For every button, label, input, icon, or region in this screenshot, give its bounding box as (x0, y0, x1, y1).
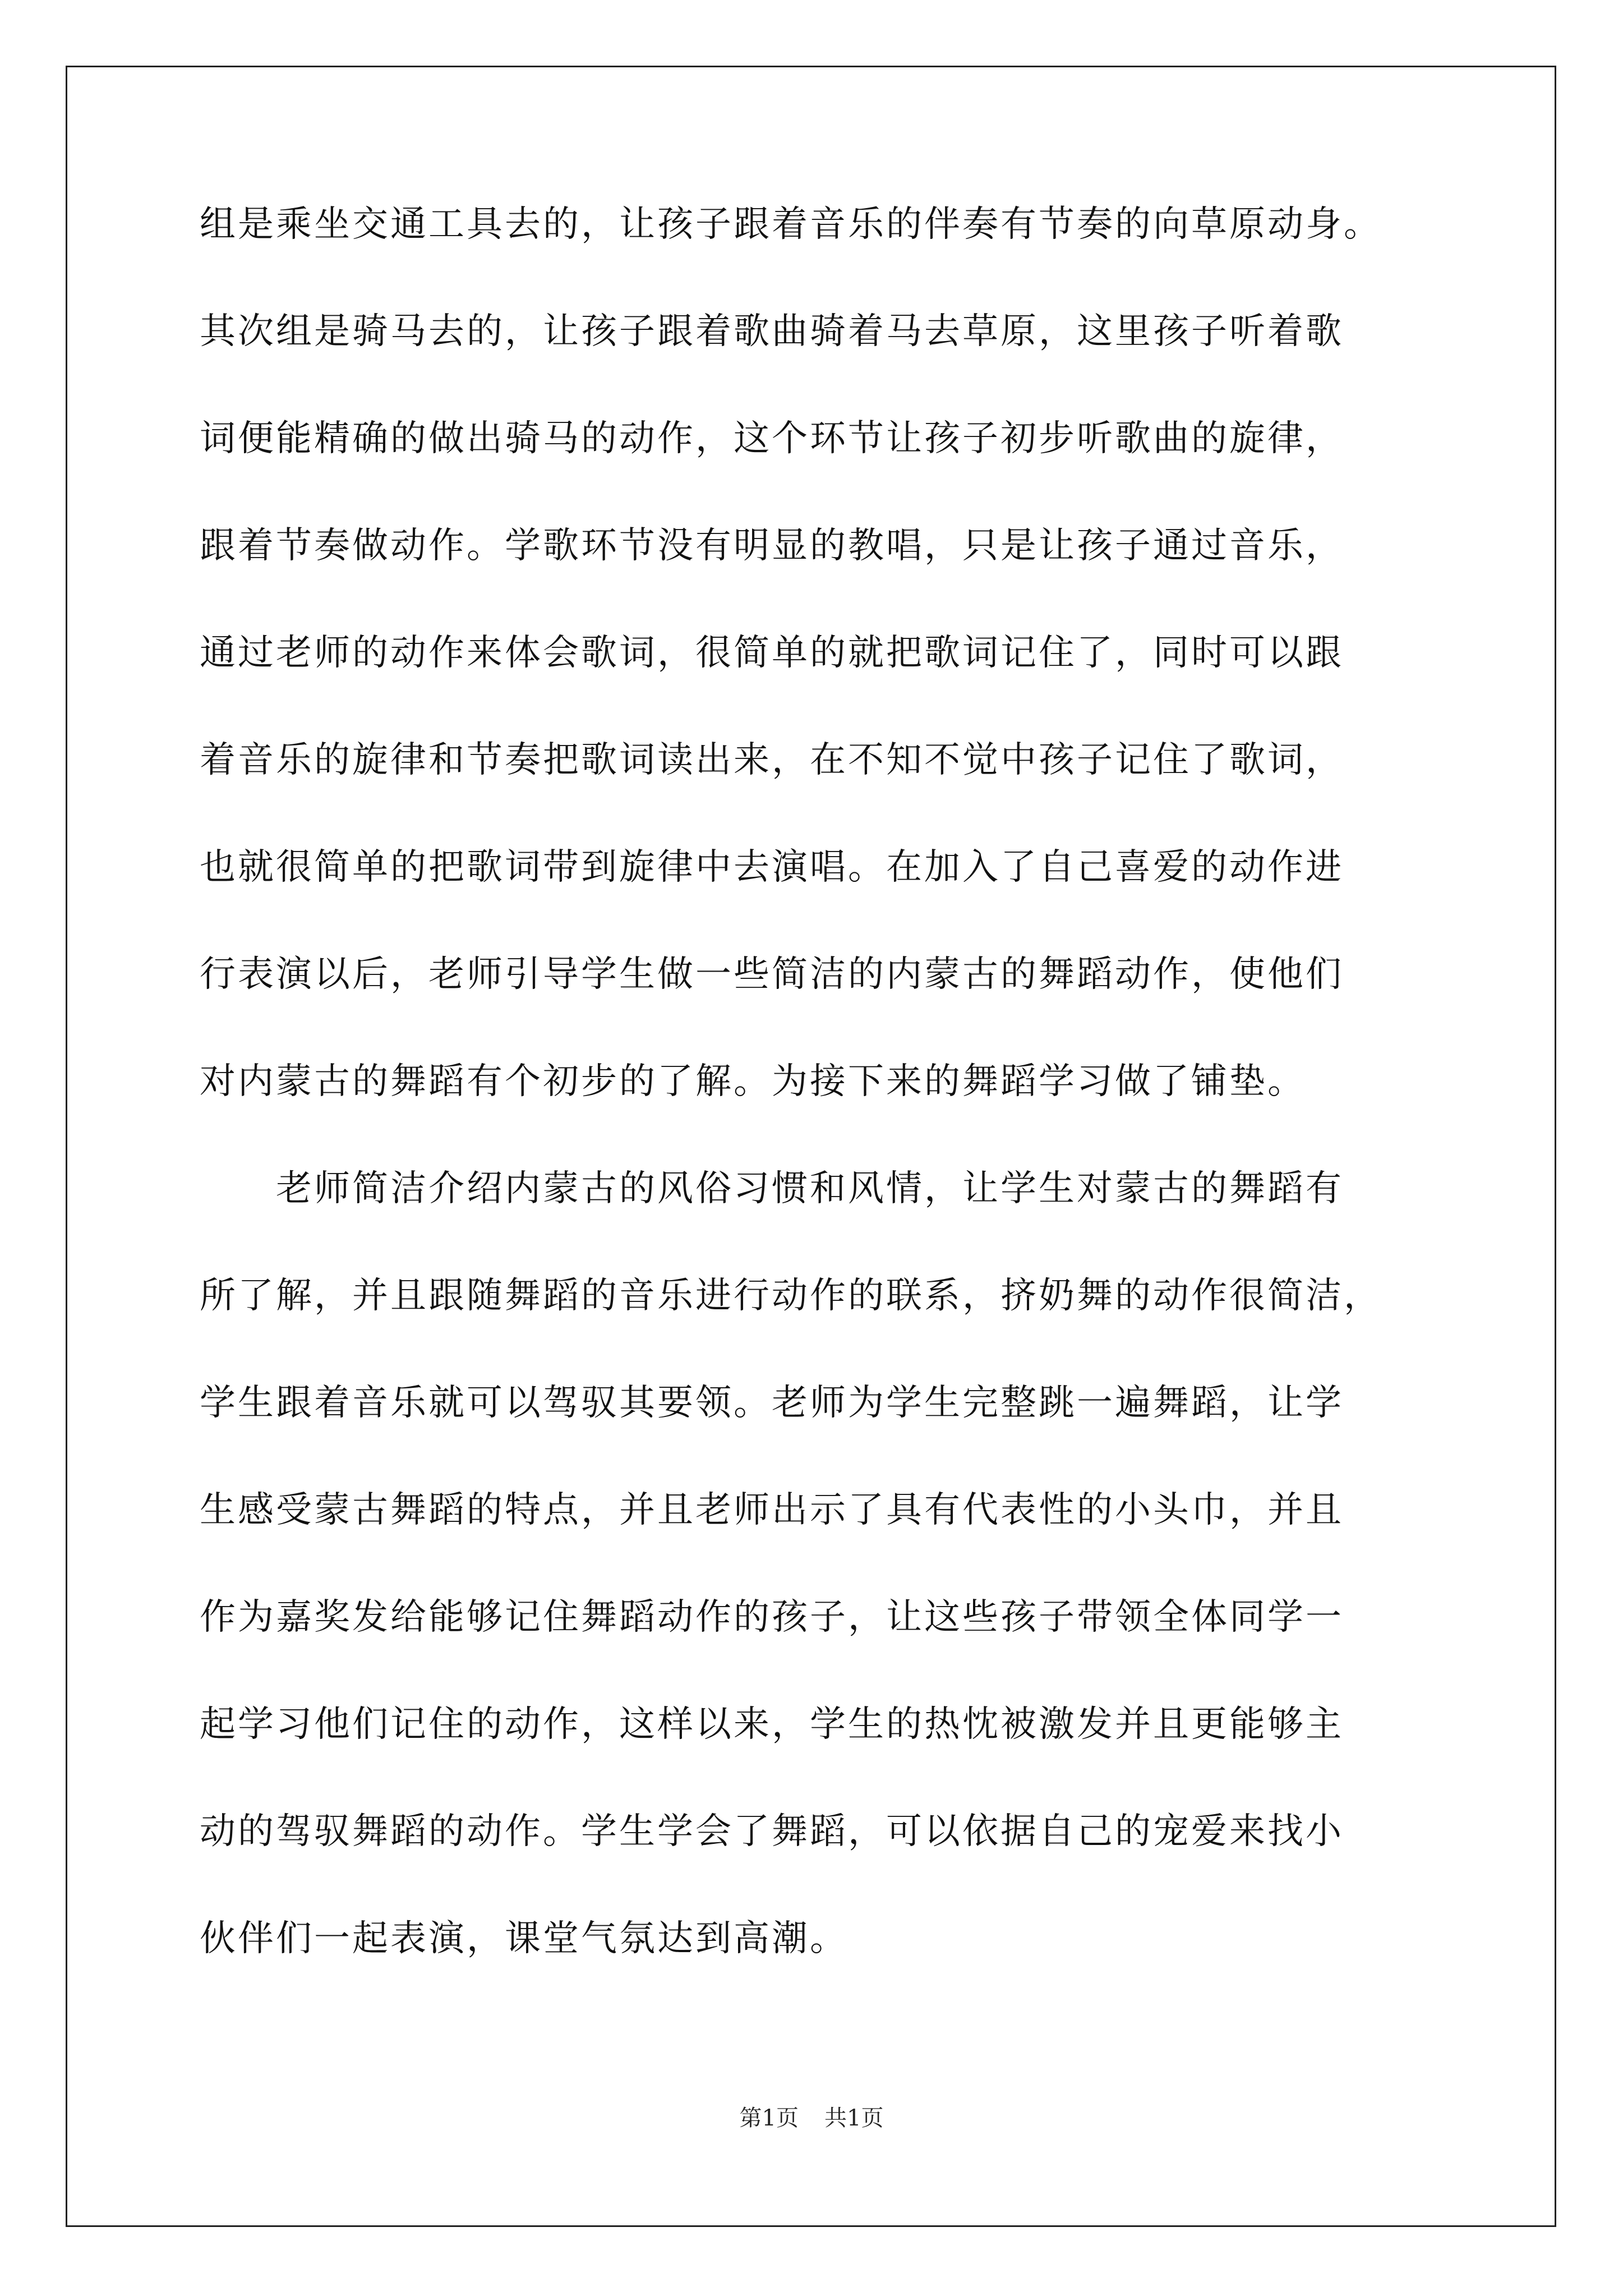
page-footer (0, 2105, 1623, 2132)
text-line: 也就很简单的把歌词带到旋律中去演唱。在加入了自己喜爱的动作进 (200, 846, 1344, 888)
text-line: 行表演以后，老师引导学生做一些简洁的内蒙古的舞蹈动作，使他们 (200, 954, 1344, 995)
text-line: 着音乐的旋律和节奏把歌词读出来，在不知不觉中孩子记住了歌词， (200, 739, 1344, 781)
text-line: 起学习他们记住的动作，这样以来，学生的热忱被激发并且更能够主 (200, 1704, 1344, 1745)
text-line: 其次组是骑马去的，让孩子跟着歌曲骑着马去草原，这里孩子听着歌 (200, 311, 1344, 352)
text-line: 对内蒙古的舞蹈有个初步的了解。为接下来的舞蹈学习做了铺垫。 (200, 1061, 1306, 1102)
text-line: 生感受蒙古舞蹈的特点，并且老师出示了具有代表性的小头巾，并且 (200, 1489, 1344, 1531)
page-number: 第1页 (739, 2105, 799, 2131)
text-line: 动的驾驭舞蹈的动作。学生学会了舞蹈，可以依据自己的宠爱来找小 (200, 1811, 1344, 1852)
page-total: 共1页 (824, 2105, 884, 2131)
page-border (66, 66, 1556, 2227)
text-line: 所了解，并且跟随舞蹈的音乐进行动作的联系，挤奶舞的动作很简洁， (200, 1275, 1382, 1317)
text-line: 词便能精确的做出骑马的动作，这个环节让孩子初步听歌曲的旋律， (200, 418, 1344, 459)
text-line: 老师简洁介绍内蒙古的风俗习惯和风情，让学生对蒙古的舞蹈有 (200, 1168, 1344, 1209)
text-line: 作为嘉奖发给能够记住舞蹈动作的孩子，让这些孩子带领全体同学一 (200, 1596, 1344, 1638)
text-line: 通过老师的动作来体会歌词，很简单的就把歌词记住了，同时可以跟 (200, 632, 1344, 674)
text-line: 伙伴们一起表演，课堂气氛达到高潮。 (200, 1918, 848, 1959)
text-line: 跟着节奏做动作。学歌环节没有明显的教唱，只是让孩子通过音乐， (200, 525, 1344, 567)
text-line: 学生跟着音乐就可以驾驭其要领。老师为学生完整跳一遍舞蹈，让学 (200, 1382, 1344, 1424)
text-line: 组是乘坐交通工具去的，让孩子跟着音乐的伴奏有节奏的向草原动身。 (200, 204, 1382, 245)
